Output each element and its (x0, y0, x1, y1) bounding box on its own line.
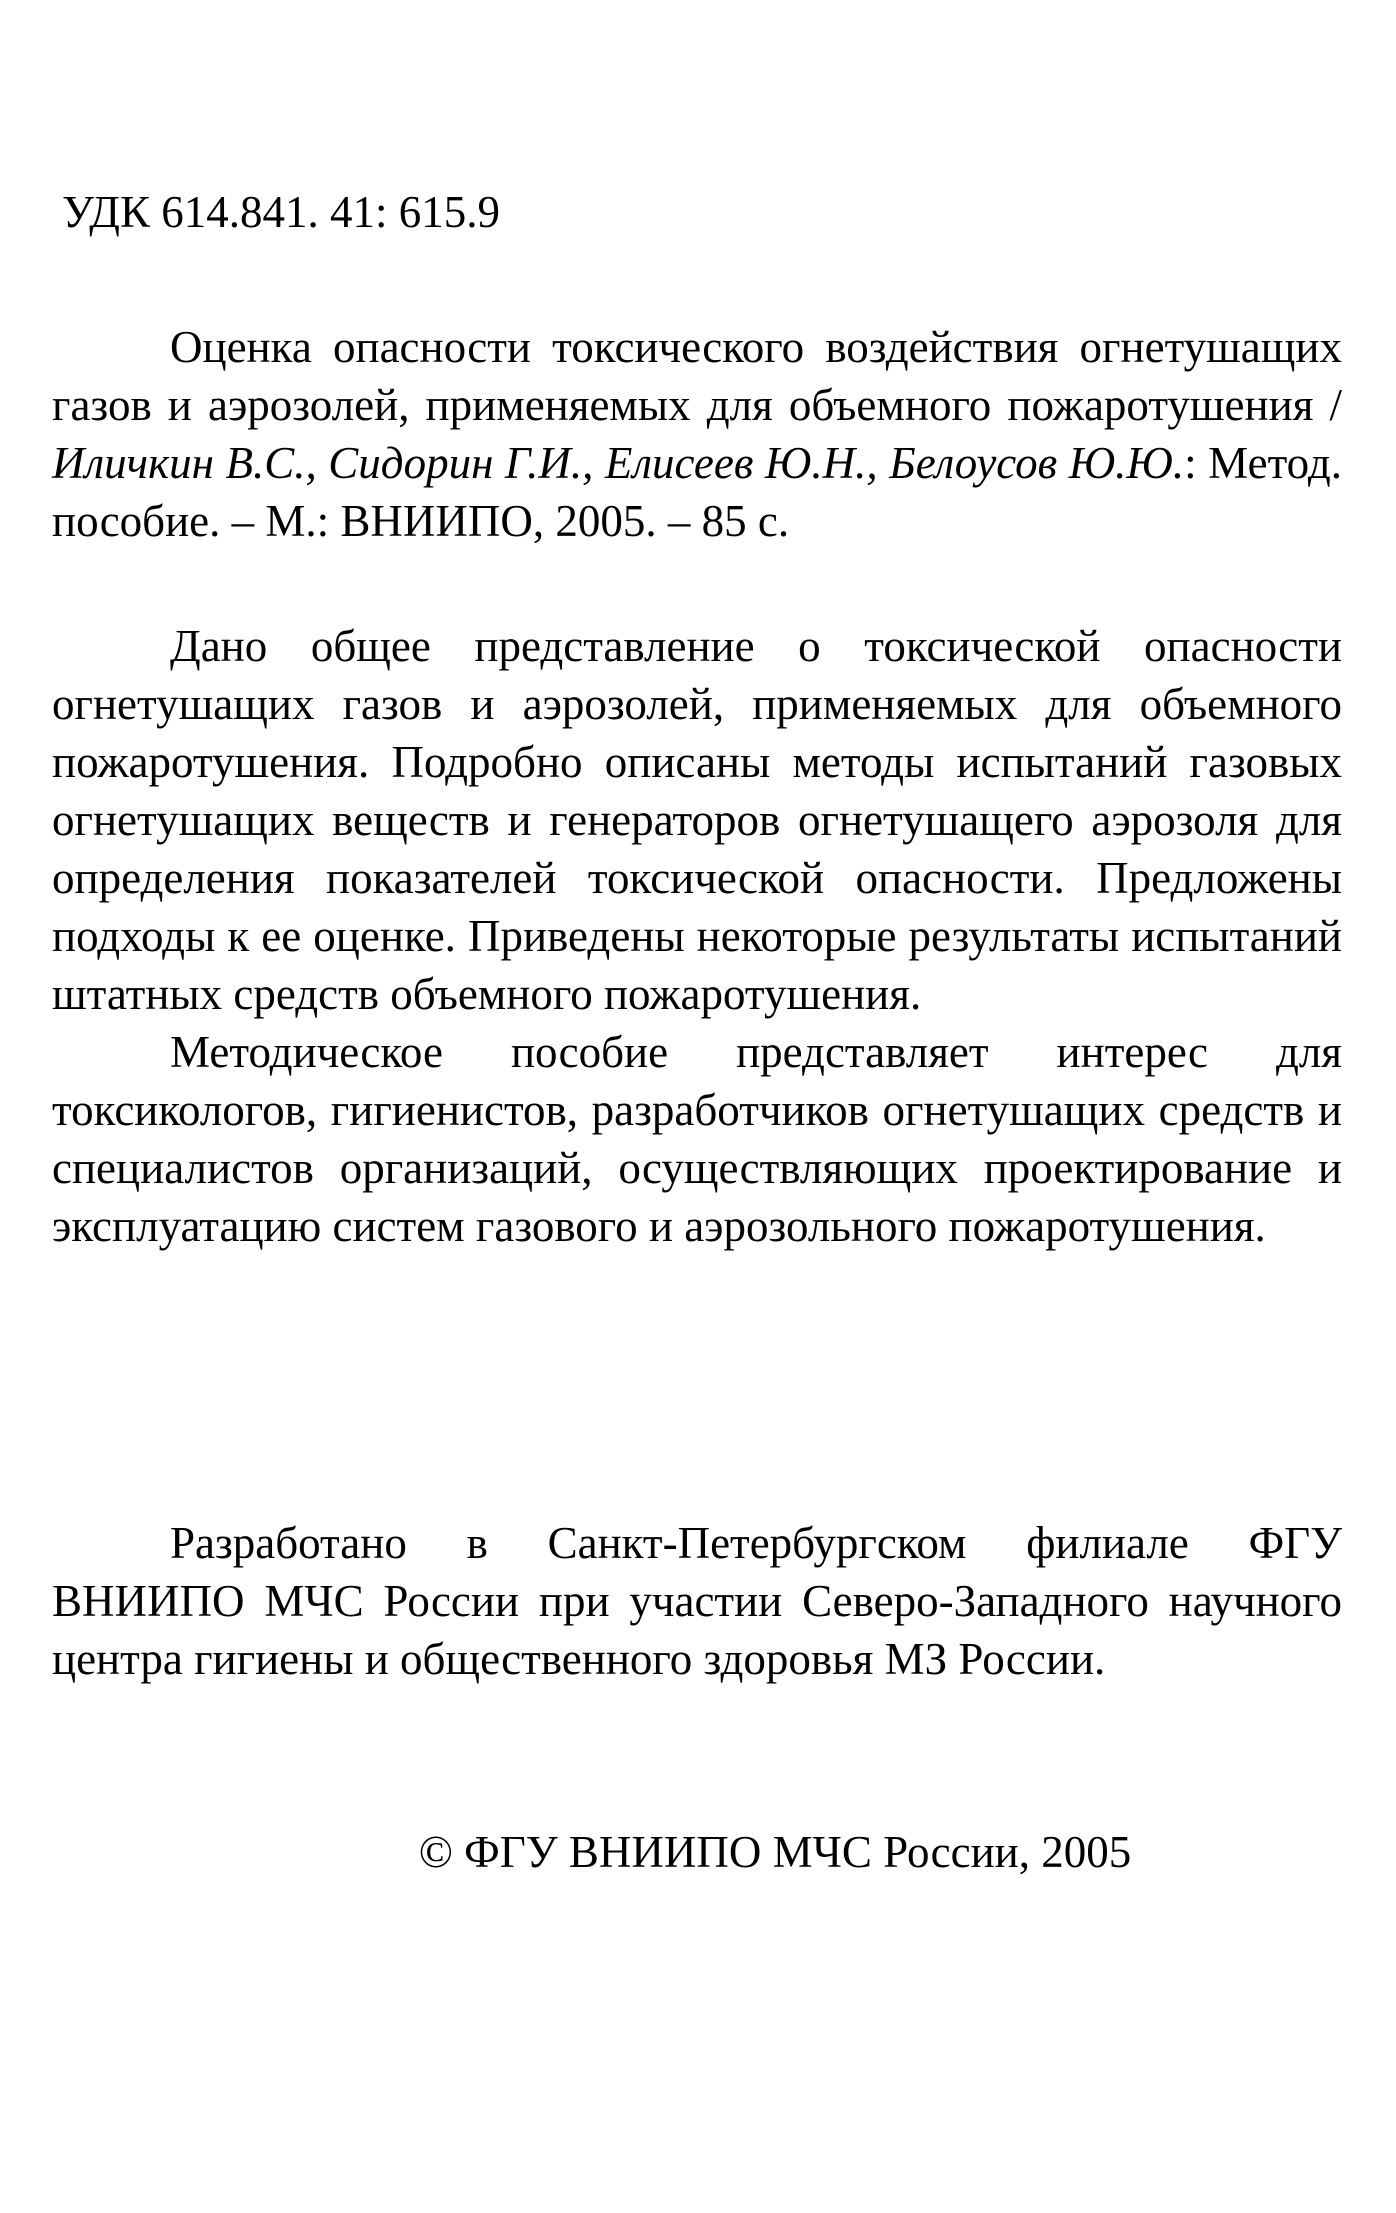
developed-by-paragraph: Разработано в Санкт-Петербургском филиале ФГУ ВНИИПО МЧС России при участии Северо-Западного научного центра гигиены и общественного здоровья МЗ России. (52, 1518, 1342, 1684)
annotation-paragraph-2: Методическое пособие представляет интерес для токсикологов, гигиенистов, разработчиков огнетушащих средств и специалистов организаций, осуществляющих проектирование и эксплуатацию систем газового и аэрозольного пожаротушения. (52, 1027, 1342, 1251)
bibliography-paragraph (52, 318, 1342, 550)
annotation (52, 617, 1342, 1255)
copyright-notice: © ФГУ ВНИИПО МЧС России, 2005 (418, 1827, 1132, 1877)
bibliography-title: Оценка опасности токсического воздействия огнетушащих газов и аэрозолей, применяемых для объемного пожаротушения / (52, 322, 1342, 430)
bibliography-imprint: : Метод. пособие. – М.: ВНИИПО, 2005. – 85 с. (52, 438, 1342, 546)
annotation-paragraph-1: Дано общее представление о токсической опасности огнетушащих газов и аэрозолей, применяемых для объемного пожаротушения. Подробно описаны методы испытаний газовых огнетушащих веществ и генераторов огнетушащего аэрозоля для определения показателей токсической опасности. Предложены подходы к ее оценке. Приведены некоторые результаты испытаний штатных средств объемного пожаротушения. (52, 621, 1342, 1019)
udk-code: УДК 614.841. 41: 615.9 (62, 187, 501, 237)
developed-by (52, 1514, 1342, 1688)
bibliography-authors: Иличкин В.С., Сидорин Г.И., Елисеев Ю.Н., Белоусов Ю.Ю. (52, 438, 1185, 488)
bibliographic-description (52, 318, 1342, 550)
